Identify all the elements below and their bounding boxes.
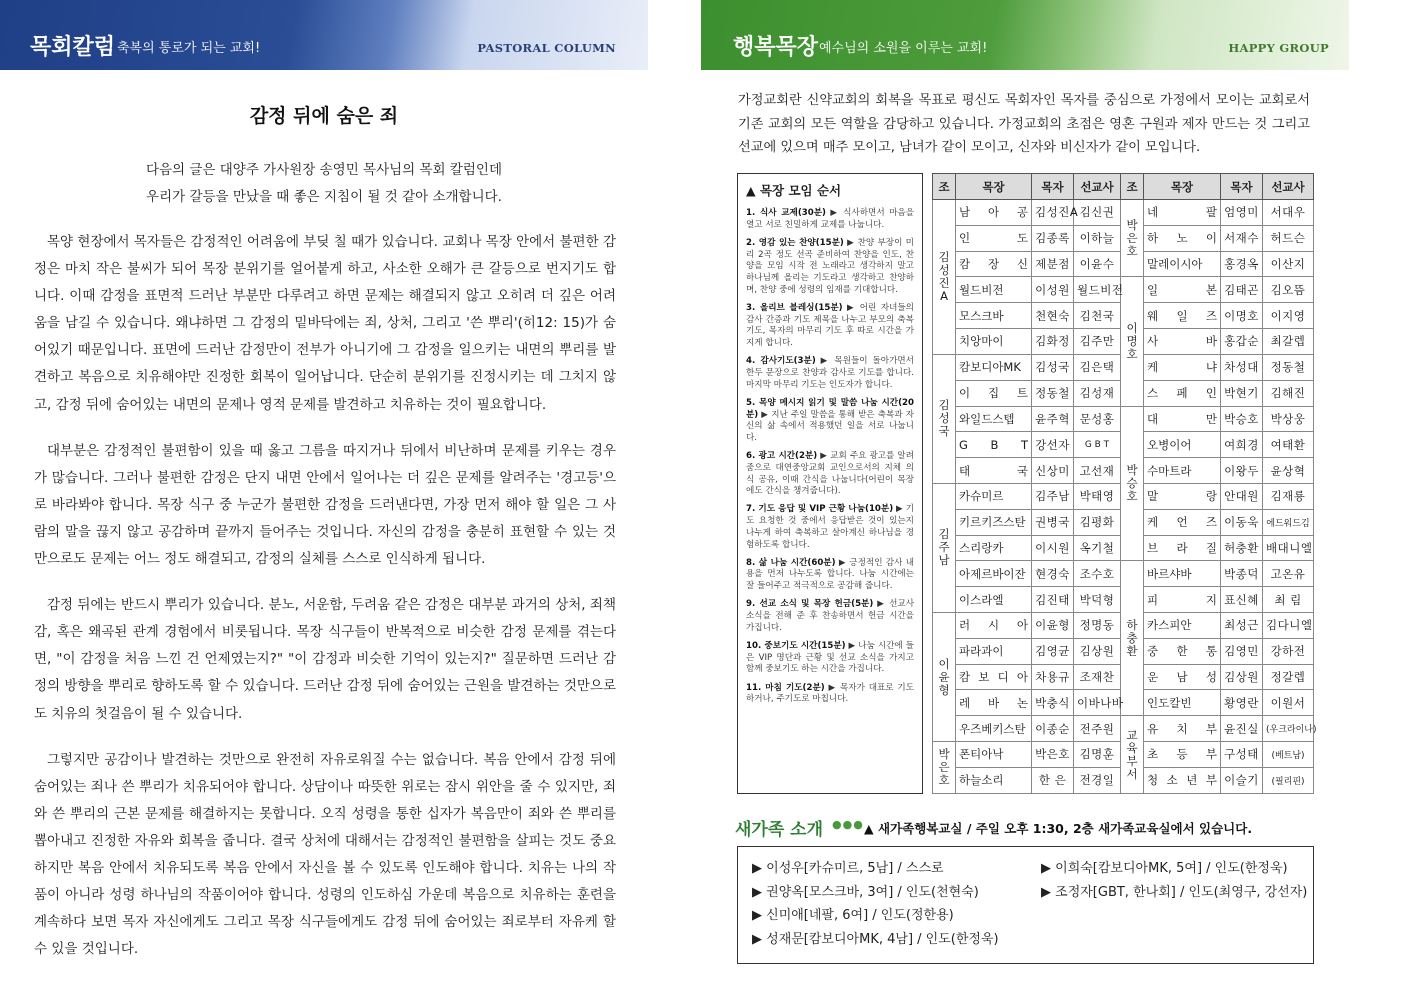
mokja-cell: 김진태 — [1032, 587, 1074, 613]
mokja-cell: 최성근 — [1221, 613, 1263, 639]
intro-line: 다음의 글은 대양주 가사원장 송영민 목사님의 목회 칼럼인데 — [145, 162, 503, 178]
missionary-cell: 박태영 — [1074, 483, 1121, 509]
new-family-item: ▶ 이성우[카슈미르, 5남] / 스스로 — [752, 861, 944, 876]
mokjang-name-cell: 피 지 — [1144, 587, 1221, 613]
mokjang-name-cell: 모스크바 — [956, 303, 1032, 329]
mokjang-name-cell: 일 본 — [1144, 277, 1221, 303]
missionary-cell: 허드슨 — [1263, 225, 1314, 251]
mokja-cell: 김영민 — [1221, 638, 1263, 664]
mokja-cell: 박현기 — [1221, 380, 1263, 406]
meeting-order-item-head: 2. 영감 있는 찬양(15분) — [746, 237, 844, 248]
new-family-item: ▶ 신미애[네팔, 6여] / 인도(정한용) — [752, 908, 954, 923]
mokjang-name-cell: 우즈베키스탄 — [956, 716, 1032, 742]
mokjang-name-cell: 초 등 부 — [1144, 742, 1221, 768]
missionary-cell: 고선재 — [1074, 458, 1121, 484]
meeting-order-item-text: ▶ 나눔 시간에 들은 VIP 명단과 근황 및 선교 소식을 가지고 함께 중보기도 하는 시간을 가집니다. — [746, 641, 914, 675]
mokja-cell: 이시원 — [1032, 535, 1074, 561]
table-header-cell: 조 — [1121, 174, 1144, 200]
missionary-cell: 전주원 — [1074, 716, 1121, 742]
missionary-cell: 이윤수 — [1074, 251, 1121, 277]
mokjang-name-cell: 파라과이 — [956, 638, 1032, 664]
mokjang-name-cell: 스 페 인 — [1144, 380, 1221, 406]
mokja-cell: 김화정 — [1032, 329, 1074, 355]
mokja-cell: 천현숙 — [1032, 303, 1074, 329]
mokjang-name-cell: 바르샤바 — [1144, 561, 1221, 587]
happy-group-header — [701, 0, 1349, 70]
meeting-order-item-text: ▶ 식사하면서 마음을 열고 서로 친밀하게 교제를 나눕니다. — [746, 208, 914, 230]
mokja-cell: 김태곤 — [1221, 277, 1263, 303]
new-family-box — [737, 846, 1314, 964]
group-leader-cell: 박은호 — [1121, 200, 1144, 277]
missionary-cell: 김신권 — [1074, 200, 1121, 226]
mokjang-name-cell: 카스피안 — [1144, 613, 1221, 639]
mokjang-name-cell: 인 도 — [956, 225, 1032, 251]
missionary-cell: 김주만 — [1074, 329, 1121, 355]
column-title: 감정 뒤에 숨은 죄 — [249, 105, 399, 127]
mokja-cell: 현경숙 — [1032, 561, 1074, 587]
missionary-cell: 옥기철 — [1074, 535, 1121, 561]
group-leader-cell: 박은호 — [933, 742, 956, 794]
missionary-cell: 문성홍 — [1074, 406, 1121, 432]
table-header-cell: 목자 — [1032, 174, 1074, 200]
body-paragraph: 그렇지만 공감이나 발견하는 것만으로 완전히 자유로워질 수는 없습니다. 복음 안에서 감정 뒤에 숨어있는 죄나 쓴 뿌리가 치유되어야 합니다. 상담이나 따뜻한 위로는 잠시 위안을 줄 수 있지만, 죄와 쓴 뿌리의 근본 문제를 해결하지는 못합니다. 오직 성령을 통한 십자가 복음만이 죄와 쓴 뿌리를 뽑아내고 진정한 자유와 회복을 줍니다. 결국 상처에 대해서는 감정적인 불편함을 살피는 것도 중요하지만 복음 안에서 치유되도록 복음 안에서 자신을 볼 수 있도록 인도해야 합니다. 치유는 나의 작품이 아니라 성령 하나님의 작품이어야 합니다. 성령의 인도하심 가운데 복음으로 치유하는 훈련을 계속하다 보면 목자 자신에게도 그리고 목장 식구들에게도 감정 뒤에 숨어있는 죄로부터 자유케 할 수 있을 것입니다. — [34, 751, 616, 958]
column-intro — [0, 157, 648, 211]
missionary-cell: (베트남) — [1263, 742, 1314, 768]
mokjang-name-cell: 수마트라 — [1144, 458, 1221, 484]
meeting-order-item-text: ▶ 기도 요청한 것 중에서 응답받은 것이 있는지 나누게 하여 축복하고 살아계신 하나님을 경험하도록 합니다. — [746, 504, 914, 550]
new-family-column-2 — [1041, 857, 1307, 904]
missionary-cell: 김상원 — [1074, 638, 1121, 664]
mokja-cell: 이종순 — [1032, 716, 1074, 742]
missionary-cell: (우크라이나) — [1263, 716, 1314, 742]
missionary-cell: 에드워드김 — [1263, 509, 1314, 535]
meeting-order-item-head: 1. 식사 교제(30분) — [746, 208, 826, 218]
group-table — [932, 173, 1317, 794]
group-leader-cell: 박승호 — [1121, 406, 1144, 561]
mokja-cell: 이명호 — [1221, 303, 1263, 329]
mokjang-name-cell: 캄보디아MK — [956, 354, 1032, 380]
mokjang-name-cell: 웨 일 즈 — [1144, 303, 1221, 329]
section-title: 행복목장 — [733, 35, 819, 60]
mokjang-name-cell: 하 노 이 — [1144, 225, 1221, 251]
missionary-cell: 박덕형 — [1074, 587, 1121, 613]
body-paragraph: 감정 뒤에는 반드시 뿌리가 있습니다. 분노, 서운함, 두려움 같은 감정은 대부분 과거의 상처, 죄책감, 혹은 왜곡된 관계 경험에서 비롯됩니다. 목장 식구들이 반복적으로 비슷한 감정 문제를 겪는다면, "이 감정을 처음 느낀 건 언제였는지?" "이 감정과 비슷한 기억이 있는지?" 질문하면 드러난 감정의 방향을 뿌리로 향하도록 할 수 있습니다. 드러난 감정 뒤에 숨어있는 근원을 발견하는 것만으로도 치유의 첫걸음이 될 수 있습니다. — [34, 597, 616, 722]
missionary-cell: 이산지 — [1263, 251, 1314, 277]
new-family-title: 새가족 소개 — [735, 820, 824, 840]
mokja-cell: 윤주혁 — [1032, 406, 1074, 432]
mokjang-name-cell: 대 만 — [1144, 406, 1221, 432]
mokjang-name-cell: 사 바 — [1144, 329, 1221, 355]
mokja-cell: 홍갑순 — [1221, 329, 1263, 355]
section-title: 목회칼럼 — [30, 35, 116, 60]
missionary-cell: 김평화 — [1074, 509, 1121, 535]
missionary-cell: 월드비전 — [1074, 277, 1121, 303]
mokjang-name-cell: 캄 장 신 — [956, 251, 1032, 277]
mokjang-name-cell: 레 바 논 — [956, 690, 1032, 716]
mokjang-name-cell: 키르키즈스탄 — [956, 509, 1032, 535]
table-header-cell: 목장 — [956, 174, 1032, 200]
new-family-item: ▶ 성재문[캄보디아MK, 4남] / 인도(한정욱) — [752, 931, 999, 947]
mokjang-name-cell: 이 집 트 — [956, 380, 1032, 406]
section-subtitle: 축복의 통로가 되는 교회! — [117, 41, 261, 56]
mokja-cell: 이윤형 — [1032, 613, 1074, 639]
mokjang-name-cell: 하늘소리 — [956, 767, 1032, 793]
new-family-item: ▶ 조정자[GBT, 한나회] / 인도(최영구, 강선자) — [1041, 884, 1308, 900]
meeting-order-box — [737, 173, 923, 794]
mokja-cell: 박은호 — [1032, 742, 1074, 768]
meeting-order-item-text: ▶ 목자가 대표로 기도하거나, 주기도로 마칩니다. — [746, 682, 914, 705]
mokja-cell: 이왕두 — [1221, 458, 1263, 484]
missionary-cell: 정동철 — [1263, 354, 1314, 380]
mokja-cell: 김종록 — [1032, 225, 1074, 251]
group-leader-cell: 교육부서 — [1121, 716, 1144, 794]
meeting-order-item-head: 6. 광고 시간(2분) — [746, 451, 818, 462]
meeting-order-item-text: ▶ 지난 주일 말씀을 통해 받은 축복과 자신의 삶 속에서 적용했던 일을 서로 나눕니다. — [746, 409, 914, 443]
missionary-cell: 김해진 — [1263, 380, 1314, 406]
mokjang-name-cell: 유 치 부 — [1144, 716, 1221, 742]
new-family-class-info: ▲ 새가족행복교실 / 주일 오후 1:30, 2층 새가족교육실에서 있습니다. — [864, 821, 1253, 836]
meeting-order-item-head: 5. 목양 메시지 읽기 및 말씀 나눔 시간(20분) — [746, 397, 914, 420]
meeting-order-item — [746, 356, 914, 391]
meeting-order-title: ▲ 목장 모임 순서 — [746, 183, 842, 198]
group-leader-cell: 김성국 — [933, 354, 956, 483]
group-leader-cell: 이명호 — [1121, 277, 1144, 406]
meeting-order-item-head: 3. 올리브 블레싱(15분) — [746, 302, 843, 313]
meeting-order-item-head: 4. 감사기도(3분) — [746, 356, 816, 367]
meeting-order-item-text: ▶ 긍정적인 감사 내용을 먼저 나누도록 합니다. 나눔 시간에는 잘 들어주고 적극적으로 공감해 줍니다. — [746, 557, 914, 592]
missionary-cell: 서대우 — [1263, 200, 1314, 226]
mokja-cell: 김주남 — [1032, 483, 1074, 509]
mokja-cell: 이슬기 — [1221, 767, 1263, 793]
mokjang-name-cell: 말 랑 — [1144, 483, 1221, 509]
intro-line: 우리가 갈등을 만났을 때 좋은 지침이 될 것 같아 소개합니다. — [146, 189, 502, 205]
mokjang-name-cell: 청 소 년 부 — [1144, 767, 1221, 793]
mokja-cell: 신상미 — [1032, 458, 1074, 484]
meeting-order-item — [746, 683, 914, 706]
table-row — [933, 716, 1314, 742]
mokja-cell: 정동철 — [1032, 380, 1074, 406]
table-header-cell: 조 — [933, 174, 956, 200]
mokjang-name-cell: G B T — [956, 432, 1032, 458]
meeting-order-item-head: 7. 기도 응답 및 VIP 근황 나눔(10분) — [746, 504, 894, 515]
mokjang-name-cell: 케 냐 — [1144, 354, 1221, 380]
mokjang-name-cell: 아제르바이잔 — [956, 561, 1032, 587]
missionary-cell: 조재찬 — [1074, 664, 1121, 690]
missionary-cell: 김은택 — [1074, 354, 1121, 380]
mokja-cell: 구성태 — [1221, 742, 1263, 768]
meeting-order-item — [746, 208, 914, 231]
mokja-cell: 김영균 — [1032, 638, 1074, 664]
missionary-cell: 김성재 — [1074, 380, 1121, 406]
new-family-item: ▶ 이희숙[캄보디아MK, 5여] / 인도(한정욱) — [1041, 861, 1288, 876]
mokjang-name-cell: 태 국 — [956, 458, 1032, 484]
house-church-intro: 가정교회란 신약교회의 회복을 목표로 평신도 목회자인 목자를 중심으로 가정에서 모이는 교회로서 기존 교회의 모든 역할을 감당하고 있습니다. 가정교회의 초점은 영혼 구원과 제자 만드는 것 그리고 선교에 있으며 매주 모이고, 남녀가 같이 모이고, 신자와 비신자가 같이 모입니다. — [738, 93, 1310, 155]
meeting-order-item-head: 8. 삶 나눔 시간(60분) — [746, 557, 836, 568]
mokja-cell: 이동욱 — [1221, 509, 1263, 535]
dots-icon: ●●● — [832, 818, 864, 831]
missionary-cell: 이하늘 — [1074, 225, 1121, 251]
body-paragraph: 대부분은 감정적인 불편함이 있을 때 옳고 그름을 따지거나 뒤에서 비난하며 문제를 키우는 경우가 많습니다. 그러나 불편한 감정은 단지 내면 안에서 일어나는 더 깊은 문제를 알려주는 '경고등'으로 바라봐야 합니다. 목장 식구 중 누군가 불편한 감정을 드러낸다면, 가장 먼저 해야 할 일은 그 사람의 말을 끊지 않고 공감하며 끝까지 들어주는 것입니다. 자신의 감정을 충분히 표현할 수 있는 것만으로도 문제는 어느 정도 해결되고, 감정의 실체를 스스로 인식하게 됩니다. — [34, 442, 616, 568]
missionary-cell: 고온유 — [1263, 561, 1314, 587]
mokja-cell: 홍경옥 — [1221, 251, 1263, 277]
table-row — [933, 277, 1314, 303]
pastoral-column-header — [0, 0, 648, 70]
mokjang-name-cell: 중 한 통 — [1144, 638, 1221, 664]
meeting-order-item — [746, 599, 914, 634]
missionary-cell: 조수호 — [1074, 561, 1121, 587]
mokjang-name-cell: 네 팔 — [1144, 200, 1221, 226]
group-leader-cell: 김주남 — [933, 483, 956, 612]
mokja-cell: 제분점 — [1032, 251, 1074, 277]
meeting-order-item — [746, 558, 914, 593]
mokjang-name-cell: 이스라엘 — [956, 587, 1032, 613]
mokja-cell: 김상원 — [1221, 664, 1263, 690]
missionary-cell: 김천국 — [1074, 303, 1121, 329]
missionary-cell: 이지영 — [1263, 303, 1314, 329]
meeting-order-item-text: ▶ 찬양 부장이 미리 2곡 정도 선곡 준비하여 찬양을 인도, 찬양을 모임 시작 전 노래라고 생각하지 말고 하나님께 올리는 기도라고 생각하고 찬양하며, 찬양 중에 성령의 임재를 기대합니다. — [746, 237, 914, 295]
missionary-cell: 정명동 — [1074, 613, 1121, 639]
mokjang-name-cell: 월드비전 — [956, 277, 1032, 303]
mokja-cell: 황영란 — [1221, 690, 1263, 716]
section-english-label: PASTORAL COLUMN — [477, 41, 616, 55]
table-row — [933, 406, 1314, 432]
mokjang-name-cell: 러 시 아 — [956, 613, 1032, 639]
mokjang-name-cell: 케 언 즈 — [1144, 509, 1221, 535]
meeting-order-item — [746, 398, 914, 445]
mokja-cell: 안대원 — [1221, 483, 1263, 509]
table-header-cell: 선교사 — [1263, 174, 1314, 200]
meeting-order-item-head: 9. 선교 소식 및 목장 헌금(5분) — [746, 599, 874, 610]
meeting-order-item — [746, 303, 914, 350]
table-header-cell: 목장 — [1144, 174, 1221, 200]
table-body — [933, 200, 1317, 794]
missionary-cell: 최 림 — [1263, 587, 1314, 613]
meeting-order-item — [746, 641, 914, 676]
mokja-cell: 윤진실 — [1221, 716, 1263, 742]
missionary-cell: 정갈렙 — [1263, 664, 1314, 690]
meeting-order-item-text: ▶ 목원들이 돌아가면서 한두 문장으로 찬양과 감사로 기도를 합니다. 마지막 마무리 기도는 인도자가 합니다. — [746, 356, 914, 390]
table-header-cell: 선교사 — [1074, 174, 1121, 200]
table-header-cell: 목자 — [1221, 174, 1263, 200]
mokja-cell: 박충식 — [1032, 690, 1074, 716]
mokja-cell: 차용규 — [1032, 664, 1074, 690]
mokja-cell: 차성대 — [1221, 354, 1263, 380]
missionary-cell: (필리핀) — [1263, 767, 1314, 793]
meeting-order-item-text: ▶ 선교사 소식을 전해 준 후 찬송하면서 헌금 시간을 가집니다. — [746, 599, 914, 633]
mokja-cell: 김성진A — [1032, 200, 1074, 226]
mokjang-name-cell: 스리랑카 — [956, 535, 1032, 561]
table-row — [933, 561, 1314, 587]
missionary-cell: 윤상혁 — [1263, 458, 1314, 484]
missionary-cell: G B T — [1074, 432, 1121, 458]
mokja-cell: 권병국 — [1032, 509, 1074, 535]
mokjang-name-cell: 남 아 공 — [956, 200, 1032, 226]
body-paragraph: 목양 현장에서 목자들은 감정적인 어려움에 부딪 칠 때가 있습니다. 교회나 목장 안에서 불편한 감정은 마치 작은 불씨가 되어 목장 분위기를 얼어붙게 하고, 사소한 오해가 큰 갈등으로 번지기도 합니다. 이때 감정을 표면적 드러난 부분만 다루려고 하면 문제는 해결되지 않고 오히려 더 깊은 어려움을 남길 수 있습니다. 왜냐하면 그 감정의 밑바닥에는 죄, 상처, 그리고 '쓴 뿌리'(히12: 15)가 숨어있기 때문입니다. 표면에 드러난 감정만이 전부가 아니기에 그 감정을 일으키는 내면의 뿌리를 발견하고 복음으로 치유해야만 진정한 회복이 일어납니다. 단순히 분위기를 진정시키는 데 그치지 않고, 감정 뒤에 숨어있는 내면의 문제나 영적 문제를 발견하고 치유하는 것이 필요합니다. — [34, 234, 616, 413]
group-leader-cell: 김성진A — [933, 200, 956, 355]
mokja-cell: 허충환 — [1221, 535, 1263, 561]
mokjang-name-cell: 말레이시아 — [1144, 251, 1221, 277]
column-body — [34, 229, 616, 982]
mokja-cell: 한 은 — [1032, 767, 1074, 793]
meeting-order-item — [746, 504, 914, 551]
meeting-order-item — [746, 451, 914, 498]
mokjang-name-cell: 인도칼빈 — [1144, 690, 1221, 716]
table-header-row — [933, 174, 1314, 200]
mokjang-name-cell: 카슈미르 — [956, 483, 1032, 509]
group-leader-cell: 하충환 — [1121, 561, 1144, 716]
mokja-cell: 강선자 — [1032, 432, 1074, 458]
meeting-order-item-head: 10. 중보기도 시간(15분) — [746, 641, 846, 651]
missionary-cell: 김오뜸 — [1263, 277, 1314, 303]
mokjang-name-cell: 오병이어 — [1144, 432, 1221, 458]
mokja-cell: 서재수 — [1221, 225, 1263, 251]
mokjang-name-cell: 폰티아낙 — [956, 742, 1032, 768]
mokja-cell: 김성국 — [1032, 354, 1074, 380]
table-row — [933, 200, 1314, 226]
mokja-cell: 여희경 — [1221, 432, 1263, 458]
new-family-column-1 — [752, 857, 999, 951]
missionary-cell: 여태환 — [1263, 432, 1314, 458]
meeting-order-item — [746, 238, 914, 297]
meeting-order-list — [746, 208, 914, 706]
mokja-cell: 표신혜 — [1221, 587, 1263, 613]
mokja-cell: 박승호 — [1221, 406, 1263, 432]
missionary-cell: 강하전 — [1263, 638, 1314, 664]
mokjang-name-cell: 치앙마이 — [956, 329, 1032, 355]
missionary-cell: 김다니엘 — [1263, 613, 1314, 639]
section-subtitle: 예수님의 소원을 이루는 교회! — [819, 41, 988, 56]
meeting-order-item-head: 11. 마침 기도(2분) — [746, 682, 825, 693]
missionary-cell: 이바나바 — [1074, 690, 1121, 716]
missionary-cell: 최갈렙 — [1263, 329, 1314, 355]
meeting-order-item-text: ▶ 어린 자녀들의 감사 간증과 기도 제목을 나누고 부모의 축복기도, 목자의 마무리 기도 후 따로 시간을 가지게 합니다. — [746, 302, 914, 349]
missionary-cell: 전경일 — [1074, 767, 1121, 793]
missionary-cell: 김재룡 — [1263, 483, 1314, 509]
mokjang-name-cell: 와일드스텝 — [956, 406, 1032, 432]
new-family-item: ▶ 권양옥[모스크바, 3여] / 인도(천현숙) — [752, 884, 979, 900]
group-leader-cell: 이윤형 — [933, 613, 956, 742]
mokja-cell: 박종덕 — [1221, 561, 1263, 587]
meeting-order-item-text: ▶ 교회 주요 광고를 알려줌으로 대연중앙교회 교인으로서의 지체 의식 공유, 이때 간식을 나눕니다(어린이 목장에도 간식을 챙겨줍니다). — [746, 451, 914, 497]
mokjang-name-cell: 캄 보 디 아 — [956, 664, 1032, 690]
missionary-cell: 박상웅 — [1263, 406, 1314, 432]
mokjang-name-cell: 운 남 성 — [1144, 664, 1221, 690]
section-english-label: HAPPY GROUP — [1228, 41, 1329, 55]
mokjang-name-cell: 브 라 질 — [1144, 535, 1221, 561]
missionary-cell: 이원서 — [1263, 690, 1314, 716]
missionary-cell: 배대니엘 — [1263, 535, 1314, 561]
mokja-cell: 이성원 — [1032, 277, 1074, 303]
missionary-cell: 김명훈 — [1074, 742, 1121, 768]
mokja-cell: 엄영미 — [1221, 200, 1263, 226]
